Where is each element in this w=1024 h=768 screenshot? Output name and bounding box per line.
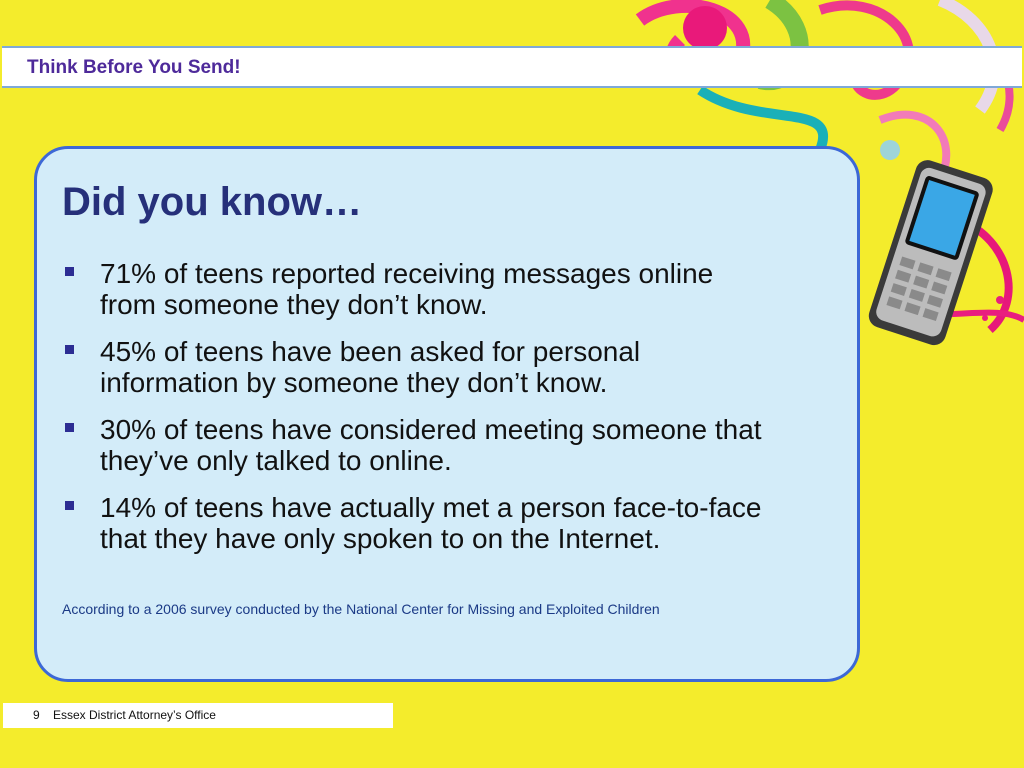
fact-item [62,414,852,476]
fact-text-line: they’ve only talked to online. [100,445,452,476]
square-bullet-icon [65,501,74,510]
fact-item [62,492,852,554]
square-bullet-icon [65,267,74,276]
fact-item [62,258,852,320]
slide-heading: Did you know… [62,180,362,224]
fact-text-line: that they have only spoken to on the Internet. [100,523,661,554]
fact-text-line: 71% of teens reported receiving messages online [100,258,714,289]
footer-organization: Essex District Attorney’s Office [53,708,216,722]
fact-list [62,258,852,570]
fact-text-line: 45% of teens have been asked for personal [100,336,641,367]
square-bullet-icon [65,345,74,354]
page-number: 9 [33,708,40,722]
fact-text-line: information by someone they don’t know. [100,367,608,398]
fact-text-line: 30% of teens have considered meeting someone that [100,414,762,445]
source-citation: According to a 2006 survey conducted by the National Center for Missing and Exploited Children [62,601,660,617]
mobile-phone-icon [860,160,1000,350]
slide-header-title: Think Before You Send! [27,57,241,78]
fact-text-line: from someone they don’t know. [100,289,488,320]
fact-text-line: 14% of teens have actually met a person face-to-face [100,492,762,523]
fact-item [62,336,852,398]
square-bullet-icon [65,423,74,432]
